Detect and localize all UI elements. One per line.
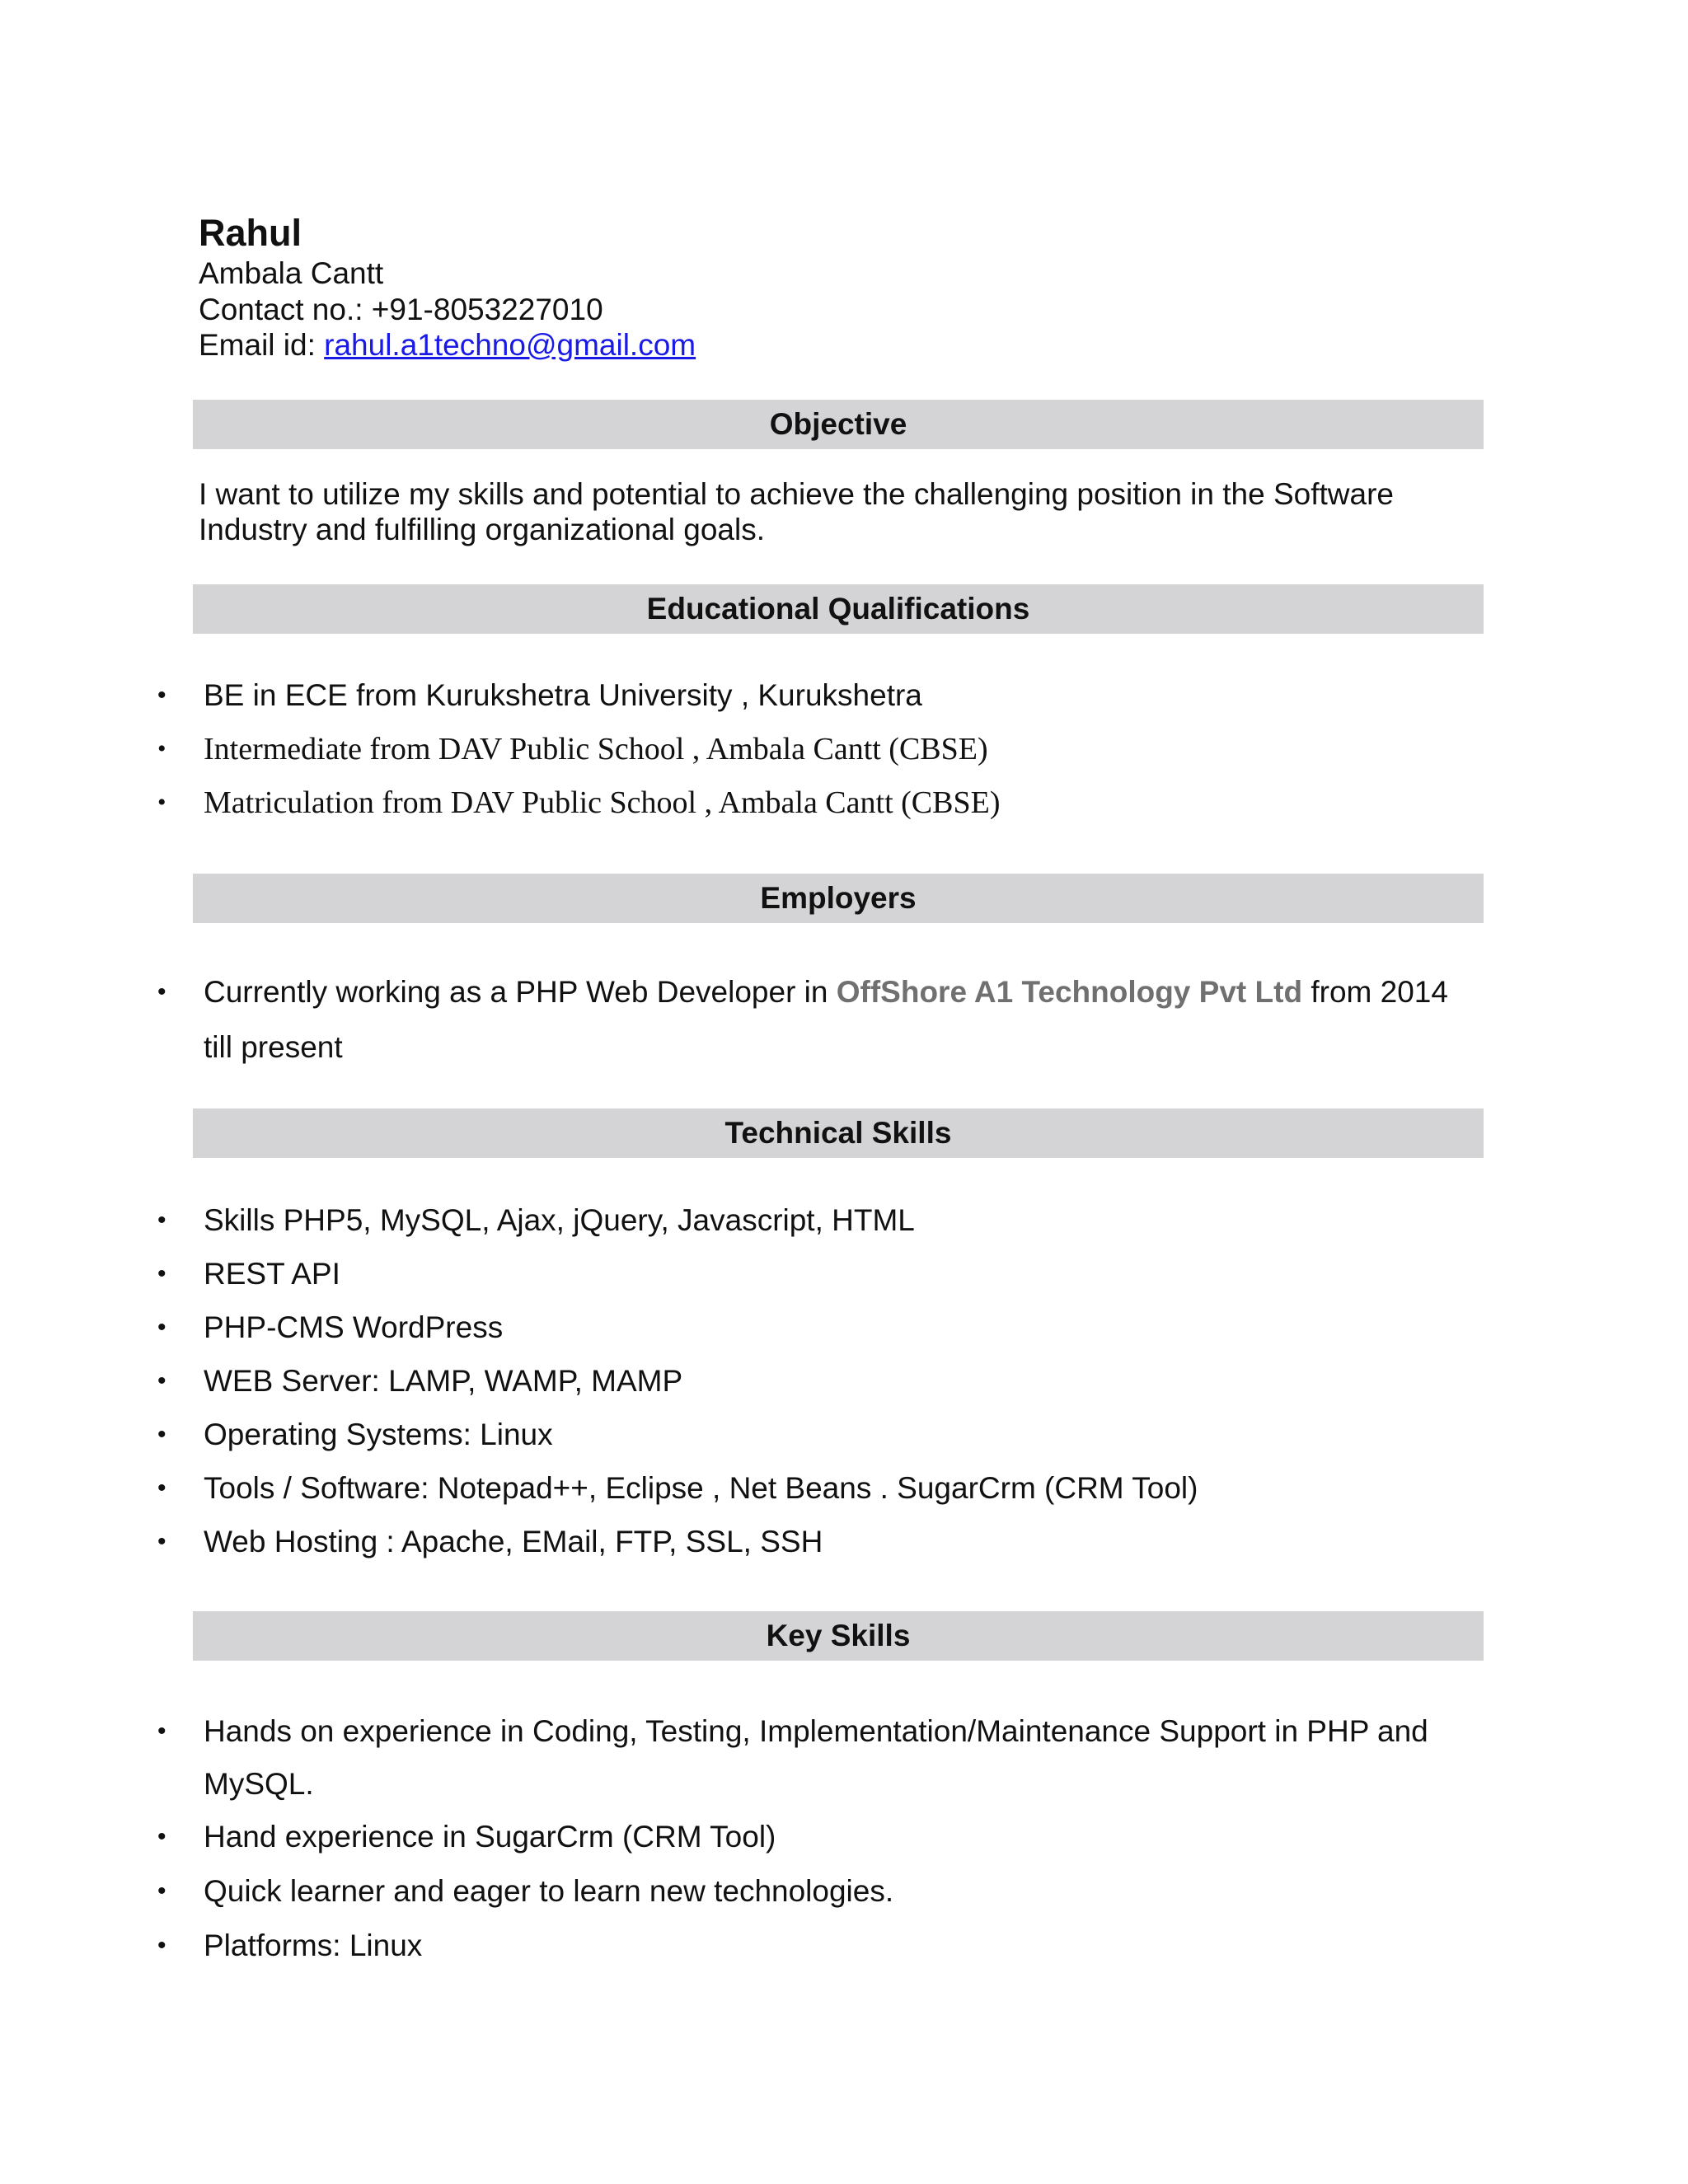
employers-title: Employers: [760, 881, 917, 915]
list-item: [153, 1363, 1198, 1417]
employers-header: [193, 874, 1484, 923]
technical-skill: Web Hosting : Apache, EMail, FTP, SSL, SSH: [204, 1525, 823, 1558]
list-item: [153, 1865, 1428, 1919]
list-item: [153, 1919, 1428, 1974]
email-label: Email id:: [199, 328, 325, 362]
email-line: [199, 327, 696, 363]
technical-skill: REST API: [204, 1257, 340, 1291]
technical-skill: Tools / Software: Notepad++, Eclipse , Net Beans . SugarCrm (CRM Tool): [204, 1471, 1198, 1505]
employer-line-prefix: Currently working as a PHP Web Developer in: [204, 975, 837, 1009]
bullet-icon: •: [157, 1932, 166, 1959]
key-skills-header: [193, 1611, 1484, 1661]
key-skill: Hand experience in SugarCrm (CRM Tool): [204, 1820, 776, 1854]
bullet-icon: •: [157, 1474, 166, 1502]
technical-skill: PHP-CMS WordPress: [204, 1310, 504, 1344]
bullet-icon: •: [157, 1260, 166, 1287]
list-item: [153, 731, 1000, 785]
objective-text: [199, 476, 1484, 547]
technical-skills-title: Technical Skills: [724, 1116, 952, 1150]
list-item: [153, 785, 1000, 838]
bullet-icon: •: [157, 1877, 166, 1905]
list-item: [153, 1417, 1198, 1470]
key-skill-line-1: Hands on experience in Coding, Testing, Implementation/Maintenance Support in PHP and: [204, 1714, 1428, 1748]
technical-skills-header: [193, 1108, 1484, 1158]
key-skill-line-2: MySQL.: [204, 1767, 314, 1801]
technical-skills-list: [153, 1202, 1198, 1577]
key-skills-title: Key Skills: [766, 1619, 911, 1652]
employers-list: [153, 964, 1448, 1075]
employer-line-suffix: from 2014: [1302, 975, 1448, 1009]
technical-skill: Operating Systems: Linux: [204, 1418, 553, 1451]
key-skills-list: [153, 1705, 1428, 1974]
candidate-name: Rahul: [199, 212, 302, 254]
bullet-icon: •: [157, 978, 166, 1005]
objective-line: Industry and fulfilling organizational goals.: [199, 513, 765, 546]
list-item: [153, 964, 1448, 1075]
key-skill: Platforms: Linux: [204, 1929, 423, 1962]
employer-line-2: till present: [204, 1030, 343, 1064]
list-item: [153, 1202, 1198, 1256]
list-item: [153, 1524, 1198, 1577]
list-item: [153, 1310, 1198, 1363]
objective-header: [193, 400, 1484, 449]
list-item: [153, 1256, 1198, 1310]
bullet-icon: •: [157, 1718, 166, 1745]
bullet-icon: •: [157, 1207, 166, 1234]
location: Ambala Cantt: [199, 256, 384, 290]
bullet-icon: •: [157, 1528, 166, 1555]
bullet-icon: •: [157, 735, 166, 762]
bullet-icon: •: [157, 1314, 166, 1341]
bullet-icon: •: [157, 1421, 166, 1448]
bullet-icon: •: [157, 789, 166, 816]
education-header: [193, 584, 1484, 634]
list-item: [153, 1470, 1198, 1524]
education-item: BE in ECE from Kurukshetra University , Kurukshetra: [204, 678, 922, 712]
technical-skill: Skills PHP5, MySQL, Ajax, jQuery, Javascript, HTML: [204, 1203, 915, 1237]
bullet-icon: •: [157, 1823, 166, 1850]
education-item: Intermediate from DAV Public School , Ambala Cantt (CBSE): [204, 732, 988, 766]
education-item: Matriculation from DAV Public School , Ambala Cantt (CBSE): [204, 785, 1001, 820]
bullet-icon: •: [157, 1367, 166, 1394]
contact-number: Contact no.: +91-8053227010: [199, 293, 603, 326]
objective-line: I want to utilize my skills and potential to achieve the challenging position in the Software: [199, 477, 1394, 511]
objective-title: Objective: [769, 407, 907, 441]
company-name: OffShore A1 Technology Pvt Ltd: [836, 975, 1303, 1009]
bullet-icon: •: [157, 682, 166, 709]
list-item: [153, 677, 1000, 731]
education-list: [153, 677, 1000, 838]
email-link[interactable]: rahul.a1techno@gmail.com: [324, 328, 696, 362]
education-title: Educational Qualifications: [646, 592, 1030, 626]
key-skill: Quick learner and eager to learn new technologies.: [204, 1874, 894, 1908]
list-item: [153, 1705, 1428, 1811]
technical-skill: WEB Server: LAMP, WAMP, MAMP: [204, 1364, 683, 1398]
list-item: [153, 1811, 1428, 1865]
